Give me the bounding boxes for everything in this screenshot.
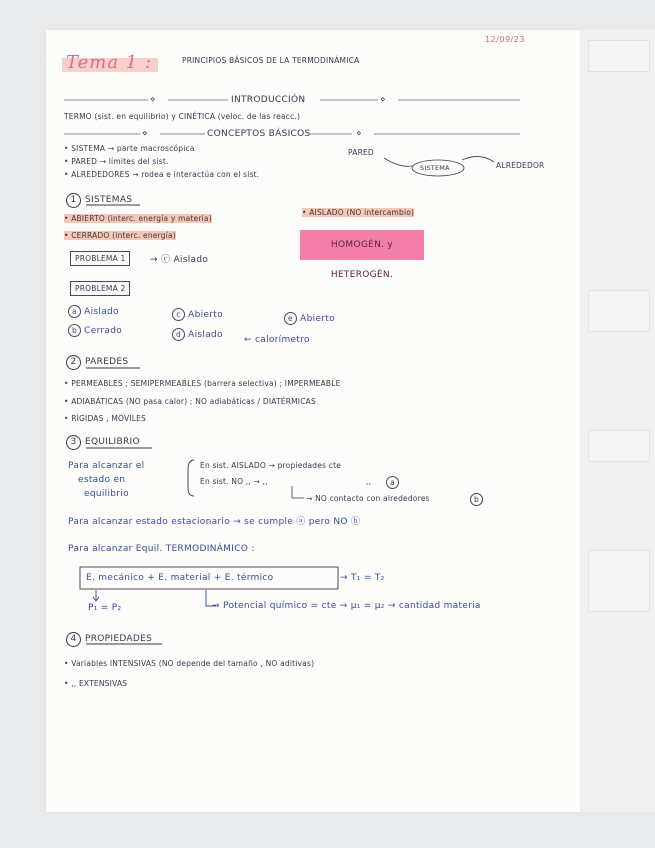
equilibrio-rule-3-ref (470, 493, 483, 506)
termodinamico-line: Para alcanzar Equil. TERMODINÁMICO : (68, 544, 255, 554)
page-subtitle: PRINCIPIOS BÁSICOS DE LA TERMODINÁMICA (182, 56, 360, 65)
paredes-item: • RÍGIDAS , MÓVILES (64, 414, 147, 423)
letter-circle: a (68, 305, 81, 318)
answer-text: Abierto (300, 314, 335, 324)
calorimetro-note: ← calorímetro (244, 335, 310, 345)
letter-circle: d (172, 328, 185, 341)
diagram-sistema-label: SISTEMA (420, 164, 450, 172)
energy-box-text: E. mecánico + E. material + E. térmico (86, 573, 274, 583)
problema-2-answer (68, 324, 122, 337)
answer-text: Cerrado (84, 326, 123, 336)
propiedades-heading-label: PROPIEDADES (85, 634, 153, 644)
conceptos-heading: CONCEPTOS BÁSICOS (207, 129, 311, 139)
answer-text: Aislado (84, 307, 119, 317)
intro-heading: INTRODUCCIÓN (231, 95, 306, 105)
paredes-item: • PERMEABLES ; SEMIPERMEABLES (barrera selectiva) ; IMPERMEABLE (64, 379, 341, 388)
answer-text: Abierto (188, 310, 223, 320)
problema-1-answer: → ⓒ Aislado (150, 255, 209, 265)
paredes-item: • ADIABÁTICAS (NO pasa calor) ; NO adiabáticas / DIATÉRMICAS (64, 397, 316, 406)
chemical-potential-line: → Potencial químico = cte → μ₁ = μ₂ → cantidad materia (212, 601, 481, 611)
intro-line: TERMO (sist. en equilibrio) y CINÉTICA (veloc. de las reacc.) (64, 112, 301, 121)
equilibrio-rule-1: En sist. AISLADO → propiedades cte (200, 461, 342, 470)
concept-item: • SISTEMA → parte macroscópica (64, 144, 195, 153)
diagram-alrededor-label: ALREDEDOR (496, 161, 545, 170)
equilibrio-heading-label: EQUILIBRIO (85, 437, 140, 447)
aislado-text: • AISLADO (NO intercambio) (302, 208, 415, 217)
sistemas-heading-label: SISTEMAS (85, 195, 133, 205)
section-equilibrio-heading (66, 435, 140, 450)
letter-circle: e (284, 312, 297, 325)
paredes-heading-label: PAREDES (85, 357, 129, 367)
letter-circle: b (68, 324, 81, 337)
equilibrio-rule-2: En sist. NO ,, → ,, (200, 477, 268, 486)
propiedades-item: • ,, EXTENSIVAS (64, 679, 128, 688)
problema-2-answer (284, 312, 335, 325)
concept-item: • PARED → límites del sist. (64, 157, 169, 166)
letter-circle: a (386, 476, 399, 489)
equilibrio-left-1: Para alcanzar el (68, 461, 145, 471)
answer-text: Aislado (188, 330, 223, 340)
equilibrio-rule-3: → NO contacto con alrededores (306, 494, 430, 503)
letter-circle: c (172, 308, 185, 321)
problema-1-label (70, 255, 130, 263)
diamond-icon: ⋄ (356, 129, 362, 139)
concept-item: • ALREDEDORES → rodea e interactúa con el sist. (64, 170, 260, 179)
diamond-icon: ⋄ (142, 129, 148, 139)
problema-2-box: PROBLEMA 2 (70, 281, 130, 296)
diamond-icon: ⋄ (150, 95, 156, 105)
page-title: Tema 1 : (66, 52, 153, 73)
section-number: 4 (66, 632, 81, 647)
problema-2-answer (68, 305, 119, 318)
letter-circle: b (470, 493, 483, 506)
sistema-aislado (302, 209, 414, 217)
diamond-icon: ⋄ (380, 95, 386, 105)
propiedades-item: • Variables INTENSIVAS (NO depende del tamaño , NO aditivas) (64, 659, 315, 668)
sistema-cerrado (64, 232, 176, 240)
homogeneo-heterogeneo-note: HOMOGÉN. y HETEROGÉN. (300, 230, 424, 260)
cerrado-text: • CERRADO (interc. energía) (64, 231, 176, 240)
equilibrio-left-3: equilibrio (84, 489, 129, 499)
equilibrio-rule-2-ditto: ,, (366, 477, 372, 486)
problema-2-answer (172, 328, 223, 341)
temperature-equality: → T₁ = T₂ (340, 573, 385, 583)
section-sistemas-heading (66, 193, 132, 208)
problema-2-answer (172, 308, 223, 321)
section-paredes-heading (66, 355, 128, 370)
section-number: 1 (66, 193, 81, 208)
section-number: 3 (66, 435, 81, 450)
section-number: 2 (66, 355, 81, 370)
pressure-equality: P₁ = P₂ (88, 603, 122, 613)
section-propiedades-heading (66, 632, 152, 647)
equilibrio-rule-2-ref (386, 476, 399, 489)
abierto-text: • ABIERTO (interc. energía y materia) (64, 214, 212, 223)
sistema-abierto (64, 215, 212, 223)
diagram-pared-label: PARED (348, 148, 374, 157)
date: 12/09/23 (485, 35, 525, 44)
equilibrio-left-2: estado en (78, 475, 126, 485)
problema-2-label (70, 285, 130, 293)
estacionario-line: Para alcanzar estado estacionario → se cumple ⓐ pero NO ⓑ (68, 517, 361, 527)
problema-1-box: PROBLEMA 1 (70, 251, 130, 266)
